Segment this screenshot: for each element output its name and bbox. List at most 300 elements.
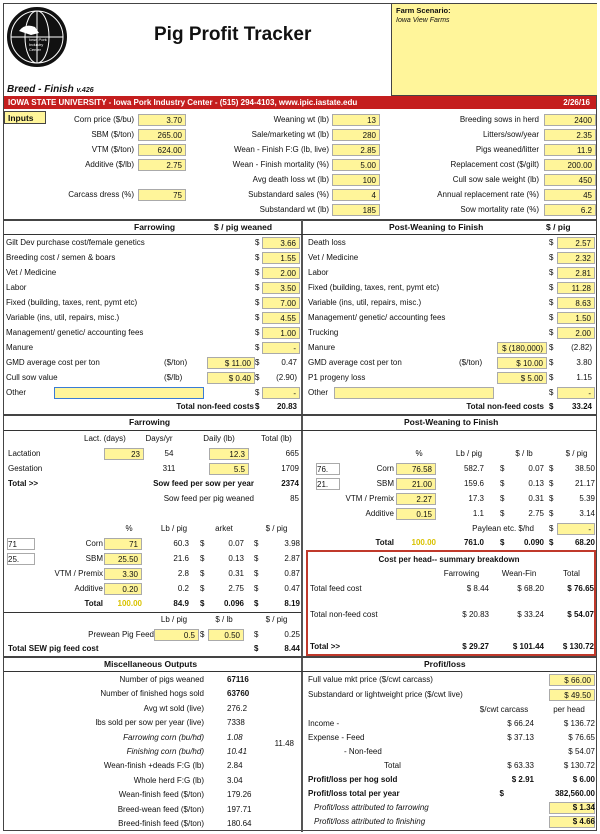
dollar: $ bbox=[254, 644, 259, 653]
dollar: $ bbox=[500, 509, 505, 518]
cell: 159.6 bbox=[463, 479, 484, 488]
cell: $ 8.44 bbox=[466, 584, 489, 593]
profit-label: Income - bbox=[308, 719, 340, 728]
nonfeed-input[interactable]: 4.55 bbox=[262, 312, 300, 324]
daily-lb[interactable]: 5.5 bbox=[209, 463, 249, 475]
cell: 2.87 bbox=[284, 554, 300, 563]
misc-value: 10.41 bbox=[227, 747, 248, 756]
nonfeed-label: GMD average cost per ton bbox=[308, 358, 402, 367]
cell: 60.3 bbox=[173, 539, 189, 548]
dollar: $ bbox=[255, 283, 260, 292]
row-label: Prewean Pig Feed bbox=[88, 630, 154, 639]
cell: $ 76.65 bbox=[568, 733, 595, 742]
input-col3-5[interactable]: 45 bbox=[544, 189, 596, 201]
nonfeed-label: Other bbox=[308, 388, 329, 397]
input-col3-0[interactable]: 2400 bbox=[544, 114, 596, 126]
dollar: $ bbox=[255, 373, 260, 382]
dollar: $ bbox=[255, 402, 260, 411]
input-col3-3[interactable]: 200.00 bbox=[544, 159, 596, 171]
col-header: $ / pig bbox=[265, 524, 288, 533]
cell: 2.75 bbox=[228, 584, 244, 593]
cell: 2374 bbox=[281, 479, 299, 488]
col-header: Farrowing bbox=[443, 569, 480, 578]
input-0[interactable]: 3.70 bbox=[138, 114, 186, 126]
farrowing-header: Farrowing bbox=[134, 222, 176, 232]
row-label: Lactation bbox=[8, 449, 41, 458]
col-header: % bbox=[415, 449, 423, 458]
dollar: $ bbox=[255, 328, 260, 337]
total-label: Total non-feed costs bbox=[176, 402, 254, 411]
spreadsheet bbox=[3, 3, 597, 831]
dollar: $ bbox=[200, 630, 205, 639]
summary-title: Cost per head-- summary breakdown bbox=[378, 555, 520, 564]
summary-label: Total non-feed cost bbox=[310, 610, 378, 619]
profit-label: Profit/loss attributed to farrowing bbox=[314, 803, 429, 812]
nonfeed-input[interactable]: 3.50 bbox=[262, 282, 300, 294]
cell: 68.20 bbox=[574, 538, 595, 547]
nonfeed-input[interactable]: $ 11.00 bbox=[207, 357, 255, 369]
input-label: Replacement cost ($/gilt) bbox=[450, 160, 539, 169]
nonfeed-label: Variable (ins, util, repairs, misc.) bbox=[308, 298, 422, 307]
dollar: $ bbox=[255, 268, 260, 277]
misc-label: Breed-finish feed ($/ton) bbox=[118, 819, 204, 828]
dollar: $ bbox=[200, 599, 205, 608]
dollar: $ bbox=[549, 373, 554, 382]
breed-label bbox=[7, 84, 94, 95]
banner-text: IOWA STATE UNIVERSITY - Iowa Pork Industry Center - (515) 294-4103, www.ipic.iastate.edu bbox=[8, 98, 358, 107]
nonfeed-label: Breeding cost / semen & boars bbox=[6, 253, 116, 262]
cell: $ 130.72 bbox=[562, 642, 594, 651]
input-label: Additive ($/lb) bbox=[85, 160, 134, 169]
cell: 8.19 bbox=[284, 599, 300, 608]
dollar: $ bbox=[254, 630, 259, 639]
dollar: $ bbox=[255, 253, 260, 262]
dollar: $ bbox=[200, 554, 205, 563]
input-label: Wean - Finish mortality (%) bbox=[232, 160, 329, 169]
col-header: Lb / pig bbox=[455, 449, 483, 458]
nonfeed-label: Management/ genetic/ accounting fees bbox=[6, 328, 144, 337]
page-title: Pig Profit Tracker bbox=[154, 24, 312, 45]
misc-value: 180.64 bbox=[227, 819, 252, 828]
dollar: $ bbox=[549, 268, 554, 277]
total-label: Total SEW pig feed cost bbox=[8, 644, 99, 653]
nonfeed-input[interactable]: 2.00 bbox=[262, 267, 300, 279]
logo-text: Iowa Pork bbox=[29, 37, 47, 42]
side-cell: 25. bbox=[7, 553, 35, 565]
input-4[interactable]: 75 bbox=[138, 189, 186, 201]
other-input[interactable] bbox=[54, 387, 204, 399]
misc-value: 276.2 bbox=[227, 703, 248, 713]
dollar: $ bbox=[500, 494, 505, 503]
nonfeed-input[interactable]: 2.32 bbox=[557, 252, 595, 264]
col-header: $ / lb bbox=[515, 449, 533, 458]
nonfeed-input[interactable]: 2.57 bbox=[557, 237, 595, 249]
date: 2/26/16 bbox=[563, 98, 590, 107]
profit-label: Full value mkt price ($/cwt carcass) bbox=[308, 675, 433, 684]
nonfeed-label: P1 progeny loss bbox=[308, 373, 366, 382]
cell: $ 63.33 bbox=[507, 761, 534, 770]
dollar: $ bbox=[549, 388, 554, 397]
nonfeed-value: (2.82) bbox=[571, 343, 592, 352]
summary-label: Total >> bbox=[310, 642, 341, 651]
unit: ($/lb) bbox=[164, 373, 183, 382]
cell: $ 20.83 bbox=[462, 610, 489, 619]
input-label: Substandard wt (lb) bbox=[259, 205, 329, 214]
nonfeed-input[interactable]: - bbox=[557, 387, 595, 399]
input-label: Corn price ($/bu) bbox=[73, 115, 134, 124]
farm-scenario-box[interactable] bbox=[391, 4, 597, 96]
dollar: $ bbox=[255, 238, 260, 247]
cell: $ 68.20 bbox=[517, 584, 544, 593]
profit-label: Substandard or lightweight price ($/cwt live) bbox=[308, 690, 463, 699]
input-label: Wean - Finish F:G (lb, live) bbox=[234, 145, 329, 154]
dollar: $ bbox=[549, 283, 554, 292]
cell: 100.00 bbox=[411, 538, 436, 547]
profit-label: Profit/loss attributed to finishing bbox=[314, 817, 426, 826]
cell: 665 bbox=[285, 449, 299, 458]
farm-scenario-label: Farm Scenario: bbox=[396, 6, 451, 15]
cell: $ 76.65 bbox=[567, 584, 594, 593]
dollar: $ bbox=[549, 358, 554, 367]
misc-value: 179.26 bbox=[227, 790, 252, 800]
dollar: $ bbox=[255, 298, 260, 307]
dollar: $ bbox=[254, 584, 259, 593]
input-col2-5[interactable]: 4 bbox=[332, 189, 380, 201]
dollar: $ bbox=[254, 539, 259, 548]
misc-value: 67116 bbox=[227, 675, 249, 684]
nonfeed-label: Labor bbox=[6, 283, 27, 292]
cell: 0.13 bbox=[528, 479, 544, 488]
cell: 311 bbox=[162, 464, 176, 473]
col-header: $ / pig bbox=[565, 449, 588, 458]
input-col2-4[interactable]: 100 bbox=[332, 174, 380, 186]
nonfeed-label: Death loss bbox=[308, 238, 346, 247]
pp-lb[interactable]: 0.5 bbox=[154, 629, 199, 641]
misc-header: Miscellaneous Outputs bbox=[104, 659, 198, 669]
misc-value: 197.71 bbox=[227, 804, 252, 814]
total-label: Total bbox=[375, 538, 394, 547]
lact-days[interactable]: 23 bbox=[104, 448, 144, 460]
pwf-header: Post-Weaning to Finish bbox=[389, 222, 484, 232]
total-label: Total bbox=[84, 599, 103, 608]
nonfeed-label: Trucking bbox=[308, 328, 339, 337]
profit-label: - Non-feed bbox=[344, 747, 382, 756]
feed-pct[interactable]: 0.20 bbox=[104, 583, 142, 595]
side-cell: 76. bbox=[316, 463, 340, 475]
input-col3-6[interactable]: 6.2 bbox=[544, 204, 596, 216]
misc-label: Wean-finish +deads F:G (lb) bbox=[103, 761, 204, 771]
cell: $ bbox=[499, 789, 504, 798]
misc-label: Finishing corn (bu/hd) bbox=[126, 747, 204, 756]
col-header: Lb / pig bbox=[160, 524, 188, 533]
feed-pct[interactable]: 21.00 bbox=[396, 478, 436, 490]
feed-pct[interactable]: 3.30 bbox=[104, 568, 142, 580]
dollar: $ bbox=[200, 584, 205, 593]
input-col2-3[interactable]: 5.00 bbox=[332, 159, 380, 171]
nonfeed-input[interactable]: 7.00 bbox=[262, 297, 300, 309]
profit-header: Profit/loss bbox=[424, 659, 466, 669]
cell: $ 1.34 bbox=[572, 803, 595, 812]
feed-label: VTM / Premix bbox=[54, 569, 103, 578]
cell: 21.6 bbox=[173, 554, 189, 563]
feed-pct[interactable]: 71 bbox=[104, 538, 142, 550]
misc-label: Whole herd F:G (lb) bbox=[133, 775, 204, 785]
dollar: $ bbox=[549, 464, 554, 473]
col-header: Lb / pig bbox=[160, 615, 188, 624]
dollar: $ bbox=[255, 313, 260, 322]
cell: $ 33.24 bbox=[517, 610, 544, 619]
col-header: per head bbox=[553, 705, 585, 714]
nonfeed-input[interactable]: 11.28 bbox=[557, 282, 595, 294]
dollar: $ bbox=[549, 298, 554, 307]
dollar: $ bbox=[254, 554, 259, 563]
nonfeed-label: Other bbox=[6, 388, 27, 397]
cell: 2.75 bbox=[528, 509, 544, 518]
nonfeed-input[interactable]: 3.66 bbox=[262, 237, 300, 249]
profit-label: Profit/loss total per year bbox=[308, 789, 400, 798]
nonfeed-input[interactable]: $ 10.00 bbox=[497, 357, 547, 369]
dollar: $ bbox=[549, 313, 554, 322]
cell: 38.50 bbox=[574, 464, 595, 473]
cell: Sow feed per pig weaned bbox=[163, 494, 254, 503]
nonfeed-value: 1.15 bbox=[576, 373, 592, 382]
nonfeed-label: Labor bbox=[308, 268, 329, 277]
dollar: $ bbox=[549, 343, 554, 352]
input-col3-2[interactable]: 11.9 bbox=[544, 144, 596, 156]
price-input[interactable]: $ 49.50 bbox=[549, 689, 595, 701]
cell: 5.39 bbox=[579, 494, 595, 503]
cell: 0.07 bbox=[528, 464, 544, 473]
nonfeed-input[interactable]: - bbox=[262, 342, 300, 354]
dollar: $ bbox=[549, 524, 554, 533]
misc-label: Wean-finish feed ($/ton) bbox=[118, 790, 204, 800]
misc-label: lbs sold per sow per year (live) bbox=[95, 718, 204, 728]
col-header: Daily (lb) bbox=[203, 434, 235, 443]
cell: $ 37.13 bbox=[507, 733, 534, 742]
misc-label: Number of finished hogs sold bbox=[100, 689, 204, 699]
logo-text: Center bbox=[29, 47, 42, 52]
cell: 382,560.00 bbox=[554, 789, 595, 798]
input-col3-1[interactable]: 2.35 bbox=[544, 129, 596, 141]
input-col2-6[interactable]: 185 bbox=[332, 204, 380, 216]
dollar: $ bbox=[200, 569, 205, 578]
input-1[interactable]: 265.00 bbox=[138, 129, 186, 141]
cell: 3.98 bbox=[284, 539, 300, 548]
col-header: $ / pig bbox=[265, 615, 288, 624]
misc-value: 3.04 bbox=[227, 775, 243, 785]
total-value: 33.24 bbox=[571, 402, 592, 411]
input-col2-1[interactable]: 280 bbox=[332, 129, 380, 141]
nonfeed-input[interactable]: $ (180,000) bbox=[497, 342, 547, 354]
farrowing-unit: $ / pig weaned bbox=[214, 222, 273, 232]
cell: $ 4.66 bbox=[572, 817, 595, 826]
dollar: $ bbox=[549, 238, 554, 247]
nonfeed-input[interactable]: - bbox=[262, 387, 300, 399]
breed-text: Breed - Finish bbox=[7, 84, 74, 95]
input-label: Carcass dress (%) bbox=[68, 190, 134, 199]
profit-label: Profit/loss per hog sold bbox=[308, 775, 398, 784]
cell: 8.44 bbox=[284, 644, 300, 653]
feed-label: VTM / Premix bbox=[345, 494, 394, 503]
nonfeed-input[interactable]: $ 0.40 bbox=[207, 372, 255, 384]
feed-label: SBM bbox=[85, 554, 103, 563]
pwf-unit: $ / pig bbox=[546, 222, 571, 232]
dollar: $ bbox=[500, 538, 505, 547]
cell: 0.87 bbox=[284, 569, 300, 578]
feed-label: Additive bbox=[74, 584, 103, 593]
nonfeed-input[interactable]: 2.81 bbox=[557, 267, 595, 279]
input-label: Sow mortality rate (%) bbox=[460, 205, 539, 214]
cell: 2.8 bbox=[177, 569, 189, 578]
nonfeed-input[interactable]: 1.00 bbox=[262, 327, 300, 339]
nonfeed-label: Vet / Medicine bbox=[6, 268, 57, 277]
nonfeed-label: Fixed (building, taxes, rent, pymt etc) bbox=[308, 283, 440, 292]
misc-label: Farrowing corn (bu/hd) bbox=[123, 732, 204, 742]
unit: ($/ton) bbox=[459, 358, 483, 367]
row-label: Gestation bbox=[8, 464, 43, 473]
misc-label: Avg wt sold (live) bbox=[143, 703, 204, 713]
side-cell: 21. bbox=[316, 478, 340, 490]
feed-label: Corn bbox=[85, 539, 103, 548]
nonfeed-label: Manure bbox=[308, 343, 336, 352]
cell: 582.7 bbox=[463, 464, 484, 473]
profit-label: Total bbox=[384, 761, 401, 770]
cell: $ 29.27 bbox=[462, 642, 489, 651]
cell: 17.3 bbox=[468, 494, 484, 503]
dollar: $ bbox=[255, 343, 260, 352]
dollar: $ bbox=[549, 328, 554, 337]
feed-label: Corn bbox=[376, 464, 394, 473]
cell: $ 101.44 bbox=[512, 642, 544, 651]
cell: 0.096 bbox=[223, 599, 244, 608]
cell: 0.31 bbox=[528, 494, 544, 503]
nonfeed-label: Vet / Medicine bbox=[308, 253, 359, 262]
dollar: $ bbox=[255, 358, 260, 367]
feed-pct[interactable]: 0.15 bbox=[396, 508, 436, 520]
cell: 0.25 bbox=[284, 630, 300, 639]
dollar: $ bbox=[549, 509, 554, 518]
cell: $ 130.72 bbox=[563, 761, 595, 770]
cell: 0.07 bbox=[228, 539, 244, 548]
feed-label: SBM bbox=[376, 479, 394, 488]
input-3[interactable]: 2.75 bbox=[138, 159, 186, 171]
nonfeed-input[interactable]: 8.63 bbox=[557, 297, 595, 309]
input-label: SBM ($/ton) bbox=[91, 130, 134, 139]
cell: $ 2.91 bbox=[511, 775, 534, 784]
input-label: Sale/marketing wt (lb) bbox=[251, 130, 329, 139]
cell: 0.47 bbox=[284, 584, 300, 593]
col-header: Days/yr bbox=[145, 434, 173, 443]
paylean-input[interactable]: - bbox=[557, 523, 595, 535]
input-col2-2[interactable]: 2.85 bbox=[332, 144, 380, 156]
nonfeed-value: (2.90) bbox=[276, 373, 297, 382]
input-label: VTM ($/ton) bbox=[91, 145, 134, 154]
nonfeed-input[interactable]: 1.50 bbox=[557, 312, 595, 324]
input-col3-4[interactable]: 450 bbox=[544, 174, 596, 186]
input-label: Breeding sows in herd bbox=[459, 115, 539, 124]
feed-pct[interactable]: 2.27 bbox=[396, 493, 436, 505]
profit-label: Expense - Feed bbox=[308, 733, 365, 742]
logo bbox=[7, 7, 67, 67]
col-header: Total bbox=[563, 569, 580, 578]
cell: $ 6.00 bbox=[572, 775, 595, 784]
cell: 1.1 bbox=[472, 509, 484, 518]
nonfeed-value: 0.47 bbox=[281, 358, 297, 367]
feed-pct[interactable]: 25.50 bbox=[104, 553, 142, 565]
col-header: Wean-Fin bbox=[501, 569, 537, 578]
input-label: Pigs weaned/litter bbox=[475, 145, 539, 154]
logo-text: Industry bbox=[29, 42, 44, 47]
price-input[interactable]: $ 66.00 bbox=[549, 674, 595, 686]
cell: 761.0 bbox=[463, 538, 484, 547]
cell: $ 54.07 bbox=[567, 610, 594, 619]
unit: ($/ton) bbox=[164, 358, 188, 367]
col-header: Total (lb) bbox=[261, 434, 292, 443]
farm-name[interactable]: Iowa View Farms bbox=[396, 17, 450, 24]
misc-value: 7338 bbox=[227, 718, 245, 728]
dollar: $ bbox=[500, 464, 505, 473]
cell: 84.9 bbox=[173, 599, 189, 608]
cell: $ 66.24 bbox=[507, 719, 534, 728]
cell: Sow feed per sow per year bbox=[153, 479, 254, 488]
col-header: $/cwt carcass bbox=[479, 705, 529, 714]
col-header: % bbox=[125, 524, 133, 533]
dollar: $ bbox=[255, 388, 260, 397]
col-header: $ / lb bbox=[215, 615, 233, 624]
misc-value: 2.84 bbox=[227, 761, 243, 771]
misc-label: Number of pigs weaned bbox=[119, 675, 204, 684]
feed-label: Additive bbox=[365, 509, 394, 518]
input-col2-0[interactable]: 13 bbox=[332, 114, 380, 126]
cell: 100.00 bbox=[117, 599, 142, 608]
corn-sum: 11.48 bbox=[274, 739, 294, 748]
nonfeed-value: 3.80 bbox=[576, 358, 592, 367]
input-label: Avg death loss wt (lb) bbox=[252, 175, 329, 184]
nonfeed-label: Manure bbox=[6, 343, 34, 352]
daily-lb[interactable]: 12.3 bbox=[209, 448, 249, 460]
pwf-feed-header: Post-Weaning to Finish bbox=[404, 417, 499, 427]
dollar: $ bbox=[549, 253, 554, 262]
cell: 3.14 bbox=[579, 509, 595, 518]
nonfeed-input[interactable]: 2.00 bbox=[557, 327, 595, 339]
total-label: Total non-feed costs bbox=[466, 402, 544, 411]
nonfeed-label: Management/ genetic/ accounting fees bbox=[308, 313, 446, 322]
dollar: $ bbox=[549, 479, 554, 488]
nonfeed-label: Variable (ins, util, repairs, misc.) bbox=[6, 313, 120, 322]
feed-pct[interactable]: 76.58 bbox=[396, 463, 436, 475]
cell: 0.090 bbox=[523, 538, 544, 547]
cell: 0.13 bbox=[228, 554, 244, 563]
input-label: Annual replacement rate (%) bbox=[437, 190, 539, 199]
input-label: Substandard sales (%) bbox=[248, 190, 329, 199]
nonfeed-input[interactable]: $ 5.00 bbox=[497, 372, 547, 384]
dollar: $ bbox=[254, 569, 259, 578]
dollar: $ bbox=[200, 539, 205, 548]
col-header: arket bbox=[215, 524, 233, 533]
inputs-label: Inputs bbox=[4, 111, 46, 124]
cell: 0.31 bbox=[228, 569, 244, 578]
nonfeed-label: Fixed (building, taxes, rent, pymt etc) bbox=[6, 298, 138, 307]
pp-price[interactable]: 0.50 bbox=[208, 629, 244, 641]
nonfeed-input[interactable]: 1.55 bbox=[262, 252, 300, 264]
col-header: Lact. (days) bbox=[84, 434, 126, 443]
cell: $ 136.72 bbox=[563, 719, 595, 728]
dollar: $ bbox=[500, 479, 505, 488]
input-label: Cull sow sale weight (lb) bbox=[452, 175, 539, 184]
other-input[interactable] bbox=[334, 387, 494, 399]
cell: $ 54.07 bbox=[568, 747, 595, 756]
input-2[interactable]: 624.00 bbox=[138, 144, 186, 156]
